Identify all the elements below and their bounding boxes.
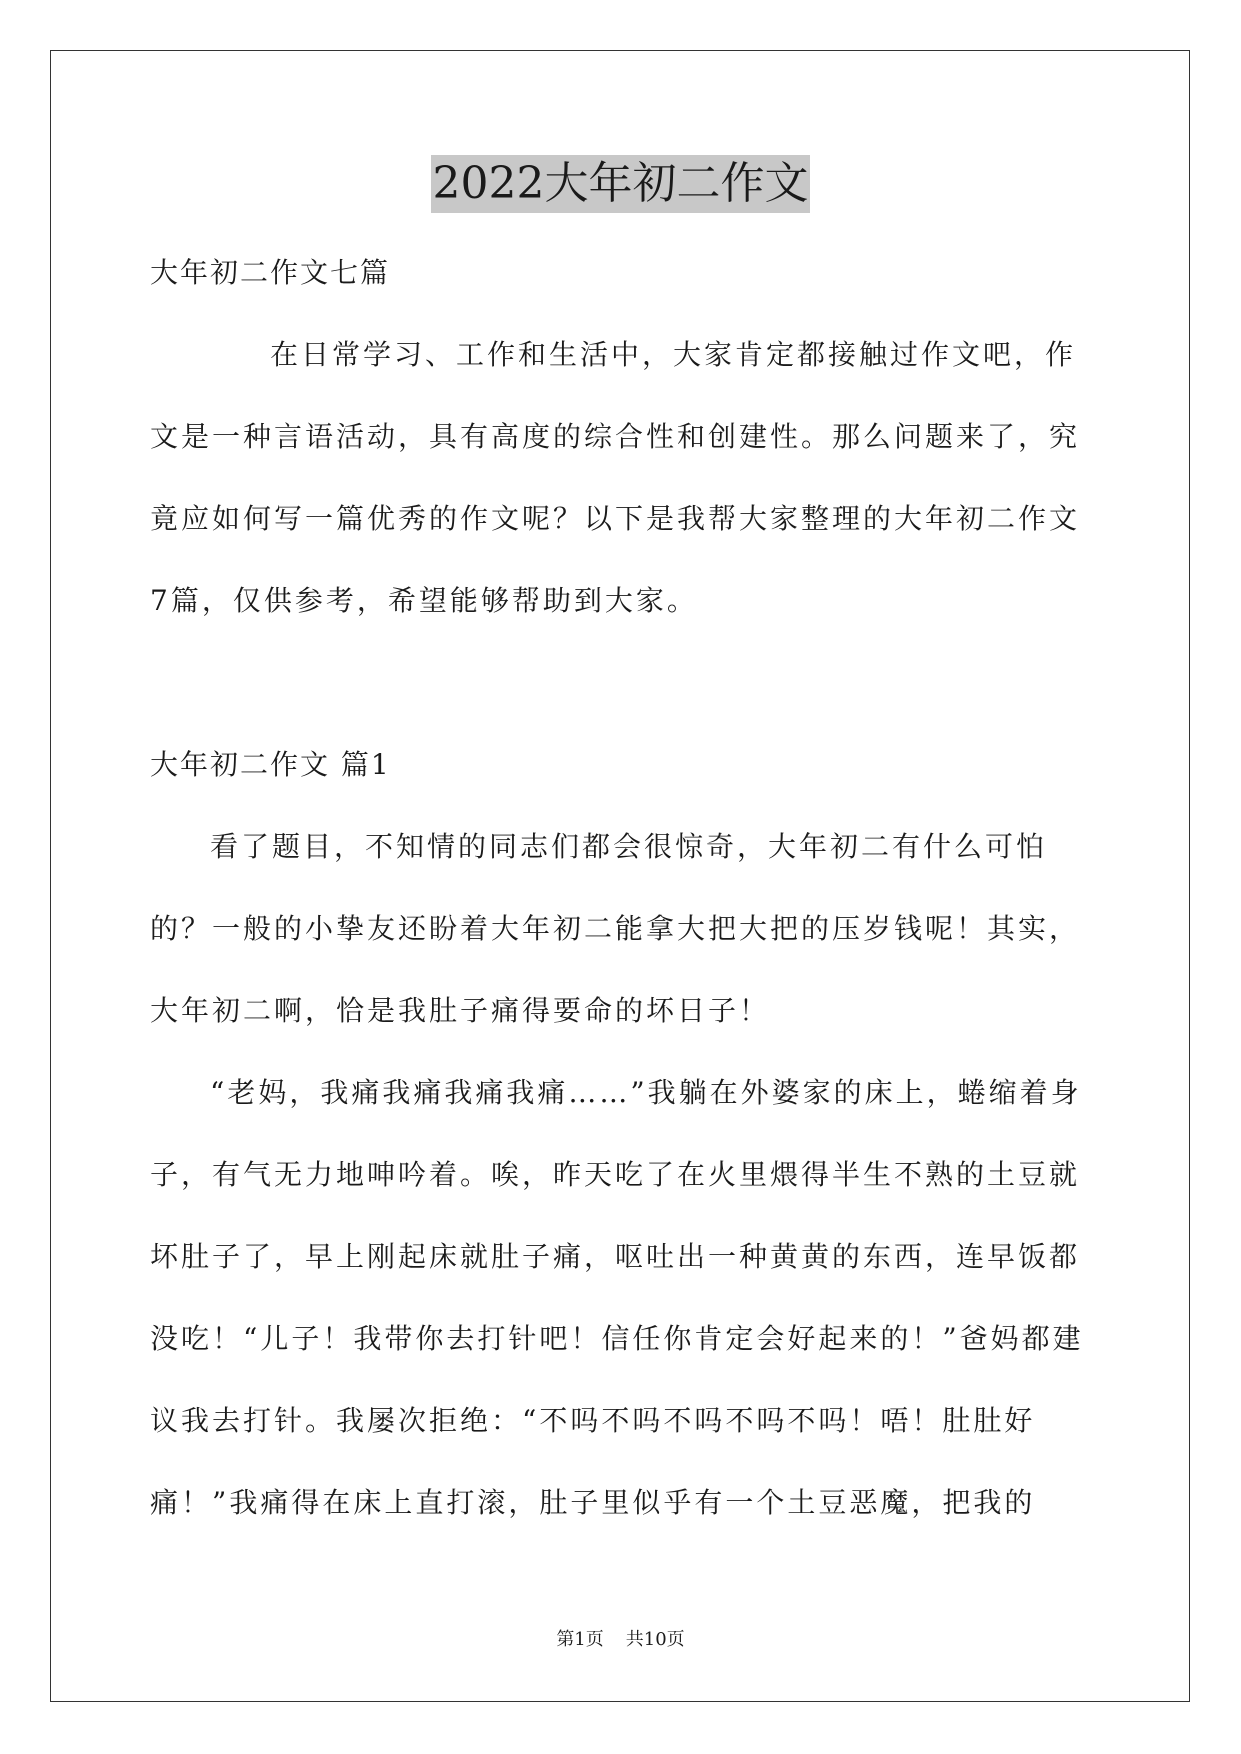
document-body [150,232,1095,1544]
page-total: 共10页 [625,1629,685,1650]
document-title [0,155,1241,213]
page-number: 第1页 [556,1629,604,1650]
body-paragraph: “老妈，我痛我痛我痛我痛……”我躺在外婆家的床上，蜷缩着身子，有气无力地呻吟着。唉，昨天吃了在火里煨得半生不熟的土豆就坏肚子了，早上刚起床就肚子痛，呕吐出一种黄黄的东西，连早饭都没吃！“儿子！我带你去打针吧！信任你肯定会好起来的！”爸妈都建议我去打针。我屡次拒绝：“不吗不吗不吗不吗不吗！唔！肚肚好痛！”我痛得在床上直打滚，肚子里似乎有一个土豆恶魔，把我的 [150,1076,1084,1519]
page-footer [0,1628,1241,1652]
intro-paragraph: 在日常学习、工作和生活中，大家肯定都接触过作文吧，作文是一种言语活动，具有高度的综合性和创建性。那么问题来了，究竟应如何写一篇优秀的作文呢？以下是我帮大家整理的大年初二作文7篇，仅供参考，希望能够帮助到大家。 [150,338,1081,617]
section-spacer [150,642,1095,724]
section-heading: 大年初二作文 篇1 [150,748,391,781]
body-paragraph: 看了题目，不知情的同志们都会很惊奇，大年初二有什么可怕的？一般的小挚友还盼着大年初二能拿大把大把的压岁钱呢！其实，大年初二啊，恰是我肚子痛得要命的坏日子！ [150,830,1081,1027]
document-subtitle: 大年初二作文七篇 [150,256,391,289]
document-title-text: 2022大年初二作文 [431,155,811,213]
